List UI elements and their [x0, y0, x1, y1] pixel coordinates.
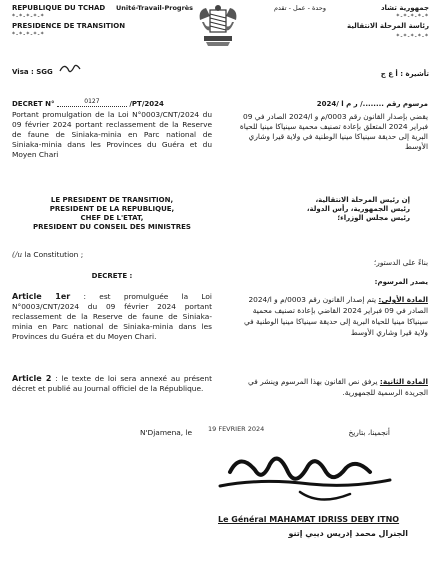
decrete-ar: يصدر المرسوم: — [374, 278, 428, 286]
president-line-4: PRESIDENT DU CONSEIL DES MINISTRES — [33, 223, 191, 231]
decree-title-ar: مرسوم رقم ......../ ر م ا /2024 — [316, 100, 428, 108]
signatory-name-ar: الجنرال محمد إدريس ديبي إتنو — [288, 529, 408, 538]
decree-subject-ar: يقضي بإصدار القانون رقم 0003/م و ا/2024 الصادر في 09 فبراير 2024 المتعلق بإعادة تصنيف محمية سينياكا مينيا للحياة البرية إلى حديقة سينياكا مينيا الوطنية في ولاية قيرا وشاري الأوسط — [239, 112, 428, 151]
president-line-2: PRESIDENT DE LA REPUBLIQUE, — [49, 205, 175, 213]
motto-fr: Unité-Travail-Progrès — [116, 4, 194, 12]
decree-subject-fr: Portant promulgation de la Loi N°0003/CNT/2024 du 09 février 2024 portant reclassement de la Reserve de faune de Siniaka-minia en Parc national de Siniaka-minia dans les Provinces du Guéra et du Moyen Chari — [12, 110, 212, 159]
article-2-ar-text: يرفق نص القانون بهذا المرسوم وينشر في الجريدة الرسمية للجمهورية. — [248, 377, 428, 397]
visa-fr: Visa : SGG — [12, 68, 53, 76]
article-1-text: : est promulguée la Loi N°0003/CNT/2024 du 09 février 2024 portant reclassement de la Reserve de faune de Siniaka-minia en Parc national de Siniaka-minia dans les Provinces du Guéra et du Moyen Chari. — [12, 292, 212, 341]
president-title-ar — [230, 196, 410, 223]
president-ar-line-3: رئيس مجلس الوزراء؛ — [337, 214, 410, 222]
decree-number: 0127 — [57, 97, 127, 107]
place-ar: أنجمينا، بتاريخ — [348, 428, 390, 437]
header-presidence-ar: رئاسة المرحلة الانتقالية — [346, 22, 429, 30]
decree-prefix: DECRET N° — [12, 100, 55, 108]
article-2-ar — [230, 376, 428, 398]
place-fr: N'Djamena, le — [140, 428, 193, 437]
header-stars-fr-1: *-*-*-*-* — [12, 13, 45, 20]
constitution-text: la Constitution ; — [24, 250, 84, 259]
article-2-label: Article 2 — [12, 374, 52, 383]
visa-ar: تأشيرة : أ ع ج — [380, 70, 429, 78]
header-stars-fr-2: *-*-*-*-* — [12, 31, 45, 38]
president-title-fr — [12, 196, 212, 232]
article-1-ar-label: المادة الأولى: — [378, 295, 428, 304]
constitution-mark: (/u — [12, 250, 23, 259]
article-2-fr — [12, 374, 212, 394]
header-country-ar: جمهورية تشاد — [380, 4, 429, 12]
president-ar-line-1: إن رئيس المرحلة الانتقالية، — [315, 196, 410, 204]
decree-suffix: /PT/2024 — [129, 100, 164, 108]
president-ar-line-2: رئيس الجمهورية، رأس الدولة، — [306, 205, 410, 213]
decree-title-fr — [12, 100, 212, 110]
article-2-text: : le texte de loi sera annexé au présent décret et publié au Journal officiel de la République. — [12, 374, 212, 393]
handwritten-signature — [200, 442, 410, 512]
decrete-fr: DECRETE : — [91, 272, 133, 280]
article-1-ar-text: يتم إصدار القانون رقم 0003/م و ا/2024 الصادر في 09 فبراير 2024 القاضي بإعادة تصنيف محمية سينياكا مينيا للحياة البرية إلى حديقة سينياكا مينيا الوطنية في ولاية قيرا وشاري الأوسط — [243, 295, 428, 337]
article-1-fr — [12, 292, 212, 342]
motto-ar: وحدة - عمل - تقدم — [273, 4, 326, 12]
signatory-name-fr: Le Général MAHAMAT IDRISS DEBY ITNO — [218, 515, 400, 524]
coat-of-arms-emblem — [192, 2, 244, 52]
article-1-label: Article 1er — [12, 292, 71, 301]
header-presidence-fr: PRESIDENCE DE TRANSITION — [12, 22, 126, 30]
article-2-ar-label: المادة الثانية: — [379, 377, 428, 386]
article-1-ar — [230, 294, 428, 338]
header-stars-ar-2: *-*-*-*-* — [396, 33, 429, 40]
president-line-3: CHEF DE L'ETAT, — [80, 214, 144, 222]
header-country-fr: REPUBLIQUE DU TCHAD — [12, 4, 106, 12]
header-stars-ar-1: *-*-*-*-* — [396, 13, 429, 20]
constitution-ar: بناءً على الدستور؛ — [373, 258, 428, 267]
constitution-fr — [12, 250, 83, 260]
signature-date: 19 FEVRIER 2024 — [208, 425, 265, 433]
president-line-1: LE PRESIDENT DE TRANSITION, — [50, 196, 174, 204]
visa-initials-mark — [58, 61, 82, 81]
